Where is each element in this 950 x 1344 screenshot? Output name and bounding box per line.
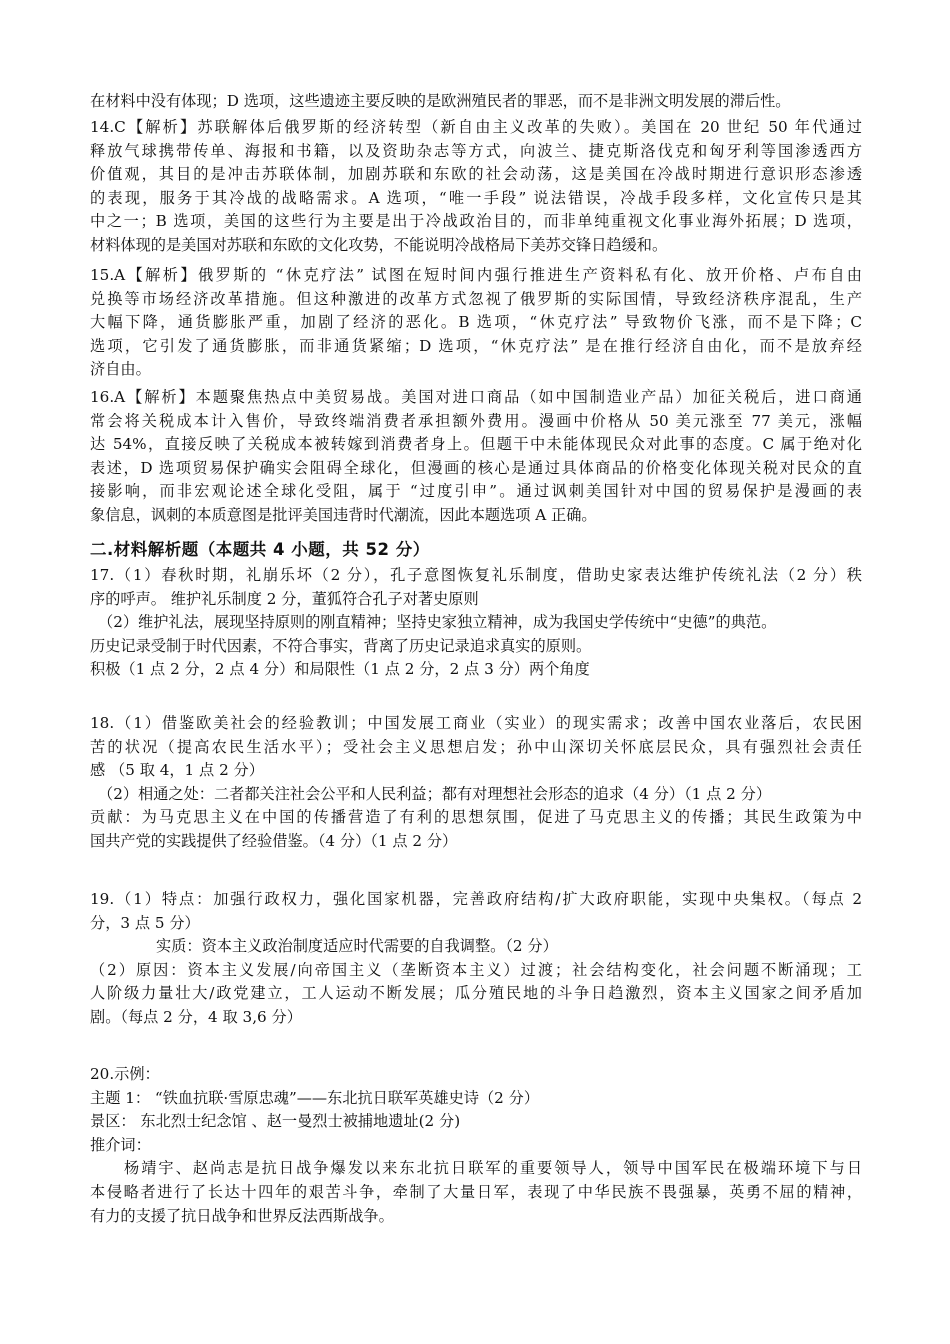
q18-line-5: 贡献：为马克思主义在中国的传播营造了有利的思想氛围，促进了马克思主义的传播；其民生政策为中 — [90, 808, 862, 827]
q19-line-2: 分，3 点 5 分） — [90, 913, 200, 932]
q20-line-2: 主题 1： “铁血抗联·雪原忠魂”——东北抗日联军英雄史诗（2 分） — [90, 1088, 540, 1107]
q14-answer — [90, 116, 862, 258]
q18-line-3: 感 （5 取 4，1 点 2 分） — [90, 761, 264, 780]
q15-answer — [90, 264, 862, 382]
q17-line-4: 历史记录受制于时代因素，不符合事实，背离了历史记录追求真实的原则。 — [90, 636, 592, 655]
q16-line-2: 常会将关税成本计入售价，导致终端消费者承担额外费用。漫画中价格从 50 美元涨至 77 美元，涨幅 — [90, 411, 862, 430]
q18-answer — [90, 712, 862, 854]
q16-line-6: 象信息，讽刺的本质意图是批评美国违背时代潮流，因此本题选项 A 正确。 — [90, 505, 597, 524]
q19-line-3: 实质：资本主义政治制度适应时代需要的自我调整。（2 分） — [156, 937, 558, 956]
q15-line-3: 大幅下降，通货膨胀严重，加剧了经济的恶化。B 选项，“休克疗法” 导致物价飞涨，而不是下降；C — [90, 313, 862, 332]
q13-tail-line: 在材料中没有体现；D 选项，这些遗迹主要反映的是欧洲殖民者的罪恶，而不是非洲文明发展的滞后性。 — [90, 92, 791, 110]
q18-line-6: 国共产党的实践提供了经验借鉴。（4 分）（1 点 2 分） — [90, 831, 458, 850]
q19-answer — [90, 888, 862, 1030]
q19-line-4: （2）原因：资本主义发展/向帝国主义（垄断资本主义）过渡；社会结构变化，社会问题不断涌现；工 — [90, 960, 862, 979]
q16-line-3: 达 54%，直接反映了关税成本被转嫁到消费者身上。但题干中未能体现民众对此事的态度。C 属于绝对化 — [90, 435, 862, 454]
q19-line-1: 19.（1）特点：加强行政权力，强化国家机器，完善政府结构/扩大政府职能，实现中央集权。（每点 2 — [90, 890, 862, 908]
q14-line-5: 中之一；B 选项，美国的这些行为主要是出于冷战政治目的，而非单纯重视文化事业海外拓展；D 选项， — [90, 212, 862, 231]
q20-line-6: 本侵略者进行了长达十四年的艰苦斗争，牵制了大量日军，表现了中华民族不畏强暴，英勇不屈的精神， — [90, 1182, 862, 1201]
q15-line-1: 15.A【解析】俄罗斯的 “休克疗法” 试图在短时间内强行推进生产资料私有化、放开价格、卢布自由 — [90, 266, 862, 284]
q20-answer — [90, 1063, 862, 1228]
q20-line-7: 有力的支援了抗日战争和世界反法西斯战争。 — [90, 1206, 394, 1225]
q15-line-4: 选项，它引发了通货膨胀，而非通货紧缩；D 选项，“休克疗法” 是在推行经济自由化，而不是放弃经 — [90, 336, 862, 355]
q17-line-1: 17.（1）春秋时期，礼崩乐坏（2 分），孔子意图恢复礼乐制度，借助史家表达维护传统礼法（2 分）秩 — [90, 566, 862, 584]
q16-line-4: 表述，D 选项贸易保护确实会阻碍全球化，但漫画的核心是通过具体商品的价格变化体现关税对民众的直 — [90, 458, 862, 477]
q18-line-4: （2）相通之处：二者都关注社会公平和人民利益；都有对理想社会形态的追求（4 分）（1 点 2 分） — [98, 784, 772, 803]
q17-answer — [90, 564, 862, 682]
q13-tail-block — [90, 90, 862, 114]
q19-line-6: 剧。（每点 2 分，4 取 3,6 分） — [90, 1007, 302, 1026]
section-2-heading: 二.材料解析题（本题共 4 小题，共 52 分） — [90, 540, 430, 559]
section-2-heading-block — [90, 538, 862, 562]
q20-line-4: 推介词： — [90, 1135, 151, 1154]
q20-line-1: 20.示例： — [90, 1065, 160, 1083]
q15-line-5: 济自由。 — [90, 360, 151, 379]
q17-line-3: （2）维护礼法，展现坚持原则的刚直精神；坚持史家独立精神，成为我国史学传统中“史德”的典范。 — [98, 613, 777, 632]
q19-line-5: 人阶级力量壮大/政党建立，工人运动不断发展；瓜分殖民地的斗争日趋激烈，资本主义国家之间矛盾加 — [90, 984, 862, 1003]
q14-line-4: 的表现，服务于其冷战的战略需求。A 选项，“唯一手段” 说法错误，冷战手段多样，文化宣传只是其 — [90, 188, 862, 207]
q17-line-2: 序的呼声。 维护礼乐制度 2 分，董狐符合孔子对著史原则 — [90, 589, 479, 608]
q17-line-5: 积极（1 点 2 分，2 点 4 分）和局限性（1 点 2 分，2 点 3 分）两个角度 — [90, 660, 590, 679]
q14-line-1: 14.C【解析】苏联解体后俄罗斯的经济转型（新自由主义改革的失败）。美国在 20 世纪 50 年代通过 — [90, 118, 862, 136]
q16-line-5: 接影响，而非宏观论述全球化受阻，属于 “过度引申”。通过讽刺美国针对中国的贸易保护是漫画的表 — [90, 482, 862, 501]
q14-line-2: 释放气球携带传单、海报和书籍，以及资助杂志等方式，向波兰、捷克斯洛伐克和匈牙利等国渗透西方 — [90, 141, 862, 160]
q16-line-1: 16.A【解析】本题聚焦热点中美贸易战。美国对进口商品（如中国制造业产品）加征关税后，进口商通 — [90, 388, 862, 406]
q16-answer — [90, 386, 862, 528]
q20-line-3: 景区： 东北烈士纪念馆 、赵一曼烈士被捕地遗址(2 分) — [90, 1112, 461, 1131]
q14-line-6: 材料体现的是美国对苏联和东欧的文化攻势，不能说明冷战格局下美苏交锋日趋缓和。 — [90, 235, 668, 254]
q20-line-5: 杨靖宇、赵尚志是抗日战争爆发以来东北抗日联军的重要领导人，领导中国军民在极端环境下与日 — [124, 1159, 862, 1178]
q14-line-3: 价值观，其目的是冲击苏联体制，加剧苏联和东欧的社会动荡，这是美国在冷战时期进行意识形态渗透 — [90, 165, 862, 184]
q15-line-2: 兑换等市场经济改革措施。但这种激进的改革方式忽视了俄罗斯的实际国情，导致经济秩序混乱，生产 — [90, 289, 862, 308]
q18-line-2: 苦的状况（提高农民生活水平）；受社会主义思想启发；孙中山深切关怀底层民众，具有强烈社会责任 — [90, 737, 862, 756]
q18-line-1: 18.（1）借鉴欧美社会的经验教训；中国发展工商业（实业）的现实需求；改善中国农业落后，农民困 — [90, 714, 862, 732]
